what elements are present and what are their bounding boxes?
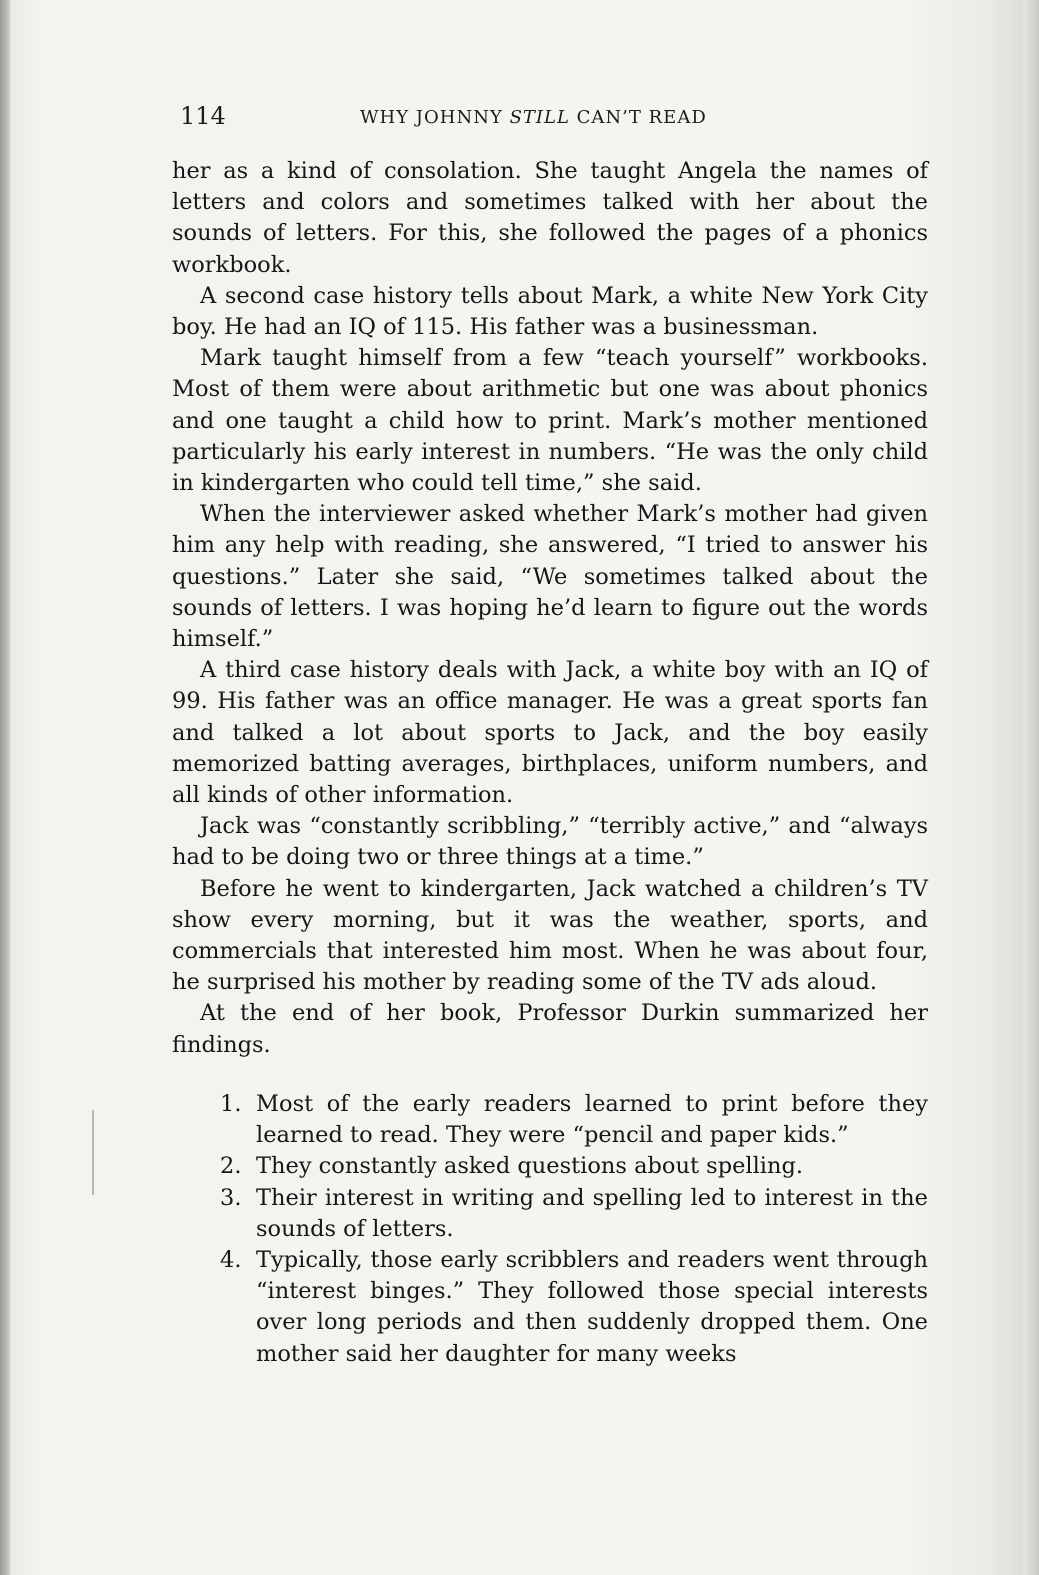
list-item-text: Typically, those early scribblers and readers went through “interest binges.” They followed those special interests over long periods and then suddenly dropped them. One mother said her daughter for many weeks	[256, 1246, 928, 1367]
paragraph: her as a kind of consolation. She taught Angela the names of letters and colors and sometimes talked with her about the sounds of letters. For this, she followed the pages of a phonics workbook.	[172, 158, 928, 278]
running-header	[180, 102, 930, 136]
list-item	[172, 1183, 928, 1245]
page-number: 114	[180, 102, 226, 130]
list-item-number: 3.	[220, 1184, 242, 1211]
running-title-part1: WHY JOHNNY	[360, 107, 510, 128]
body-text	[172, 156, 928, 1370]
list-item-text: Most of the early readers learned to print before they learned to read. They were “pencil and paper kids.”	[256, 1090, 928, 1149]
list-item-number: 4.	[220, 1246, 242, 1273]
paragraph: A second case history tells about Mark, a white New York City boy. He had an IQ of 115. His father was a businessman.	[172, 282, 928, 341]
paragraph: Jack was “constantly scribbling,” “terribly active,” and “always had to be doing two or three things at a time.”	[172, 813, 928, 871]
list-item-number: 2.	[220, 1153, 242, 1180]
list-item-text: Their interest in writing and spelling led to interest in the sounds of letters.	[256, 1184, 928, 1242]
list-item-number: 1.	[220, 1090, 242, 1117]
paragraph: At the end of her book, Professor Durkin summarized her findings.	[172, 1000, 928, 1058]
running-title-italic: STILL	[509, 107, 570, 128]
paragraph: Before he went to kindergarten, Jack watched a children’s TV show every morning, but it was the weather, sports, and commercials that interested him most. When he was about four, he surprised his mother by reading some of the TV ads aloud.	[172, 875, 928, 996]
list-item	[172, 1151, 928, 1182]
list-item	[172, 1245, 928, 1370]
paragraph: Mark taught himself from a few “teach yourself” workbooks. Most of them were about arithmetic but one was about phonics and one taught a child how to print. Mark’s mother mentioned particularly his early interest in numbers. “He was the only child in kindergarten who could tell time,” she said.	[172, 345, 928, 497]
margin-pencil-mark	[92, 1110, 94, 1195]
paragraph: A third case history deals with Jack, a white boy with an IQ of 99. His father was an office manager. He was a great sports fan and talked a lot about sports to Jack, and the boy easily memorized batting averages, birthplaces, uniform numbers, and all kinds of other information.	[172, 657, 928, 809]
paragraph: When the interviewer asked whether Mark’s mother had given him any help with reading, she answered, “I tried to answer his questions.” Later she said, “We sometimes talked about the sounds of letters. I was hoping he’d learn to figure out the words himself.”	[172, 501, 928, 653]
list-item-text: They constantly asked questions about spelling.	[256, 1153, 804, 1180]
page-outer-edge	[1023, 0, 1039, 1575]
running-title-part2: CAN’T READ	[569, 107, 707, 128]
list-item	[172, 1089, 928, 1151]
page-binding-edge	[0, 0, 10, 1575]
running-title	[360, 107, 707, 128]
findings-list	[172, 1089, 928, 1370]
